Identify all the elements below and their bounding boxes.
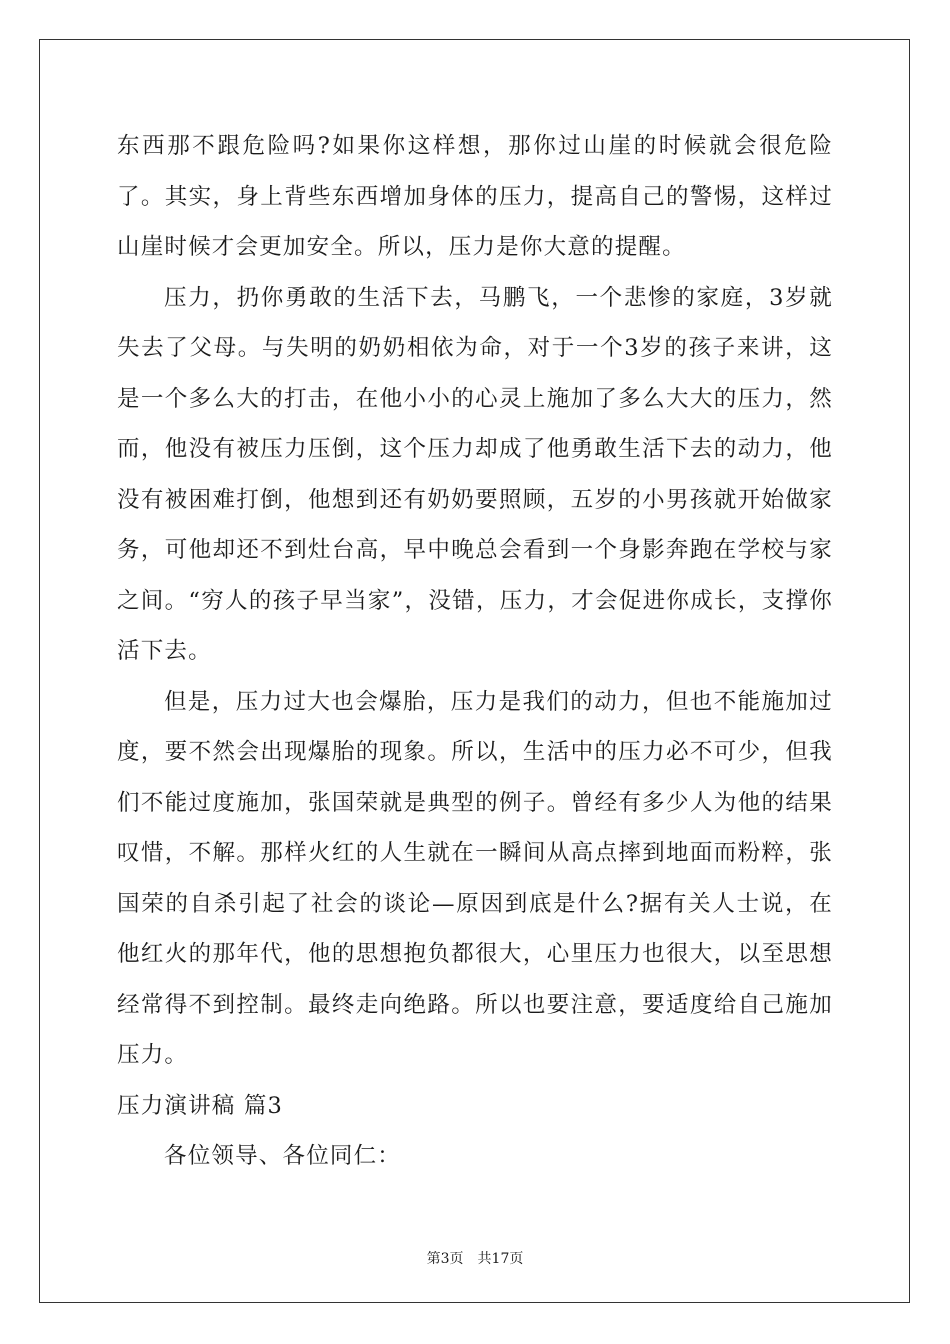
section-heading: 压力演讲稿 篇3: [117, 1092, 284, 1119]
page-footer: [0, 1248, 950, 1268]
paragraph-1: 东西那不跟危险吗?如果你这样想，那你过山崖的时候就会很危险了。其实，身上背些东西增加身体的压力，提高自己的警惕，这样过山崖时候才会更加安全。所以，压力是你大意的提醒。: [117, 133, 833, 260]
paragraph-2: 压力，扔你勇敢的生活下去，马鹏飞，一个悲惨的家庭，3岁就失去了父母。与失明的奶奶相依为命，对于一个3岁的孩子来讲，这是一个多么大的打击，在他小小的心灵上施加了多么大大的压力，然而，他没有被压力压倒，这个压力却成了他勇敢生活下去的动力，他没有被困难打倒，他想到还有奶奶要照顾，五岁的小男孩就开始做家务，可他却还不到灶台高，早中晚总会看到一个身影奔跑在学校与家之间。“穷人的孩子早当家”，没错，压力，才会促进你成长，支撑你活下去。: [117, 284, 833, 664]
salutation: 各位领导、各位同仁：: [164, 1143, 402, 1169]
page-total: 共17页: [477, 1251, 524, 1267]
page-number: 第3页: [426, 1251, 464, 1267]
paragraph-3: 但是，压力过大也会爆胎，压力是我们的动力，但也不能施加过度，要不然会出现爆胎的现象。所以，生活中的压力必不可少，但我们不能过度施加，张国荣就是典型的例子。曾经有多少人为他的结果叹惜，不解。那样火红的人生就在一瞬间从高点摔到地面而粉粹，张国荣的自杀引起了社会的谈论—原因到底是什么?据有关人士说，在他红火的那年代，他的思想抱负都很大，心里压力也很大，以至思想经常得不到控制。最终走向绝路。所以也要注意，要适度给自己施加压力。: [117, 688, 833, 1068]
document-body: [117, 121, 833, 1182]
